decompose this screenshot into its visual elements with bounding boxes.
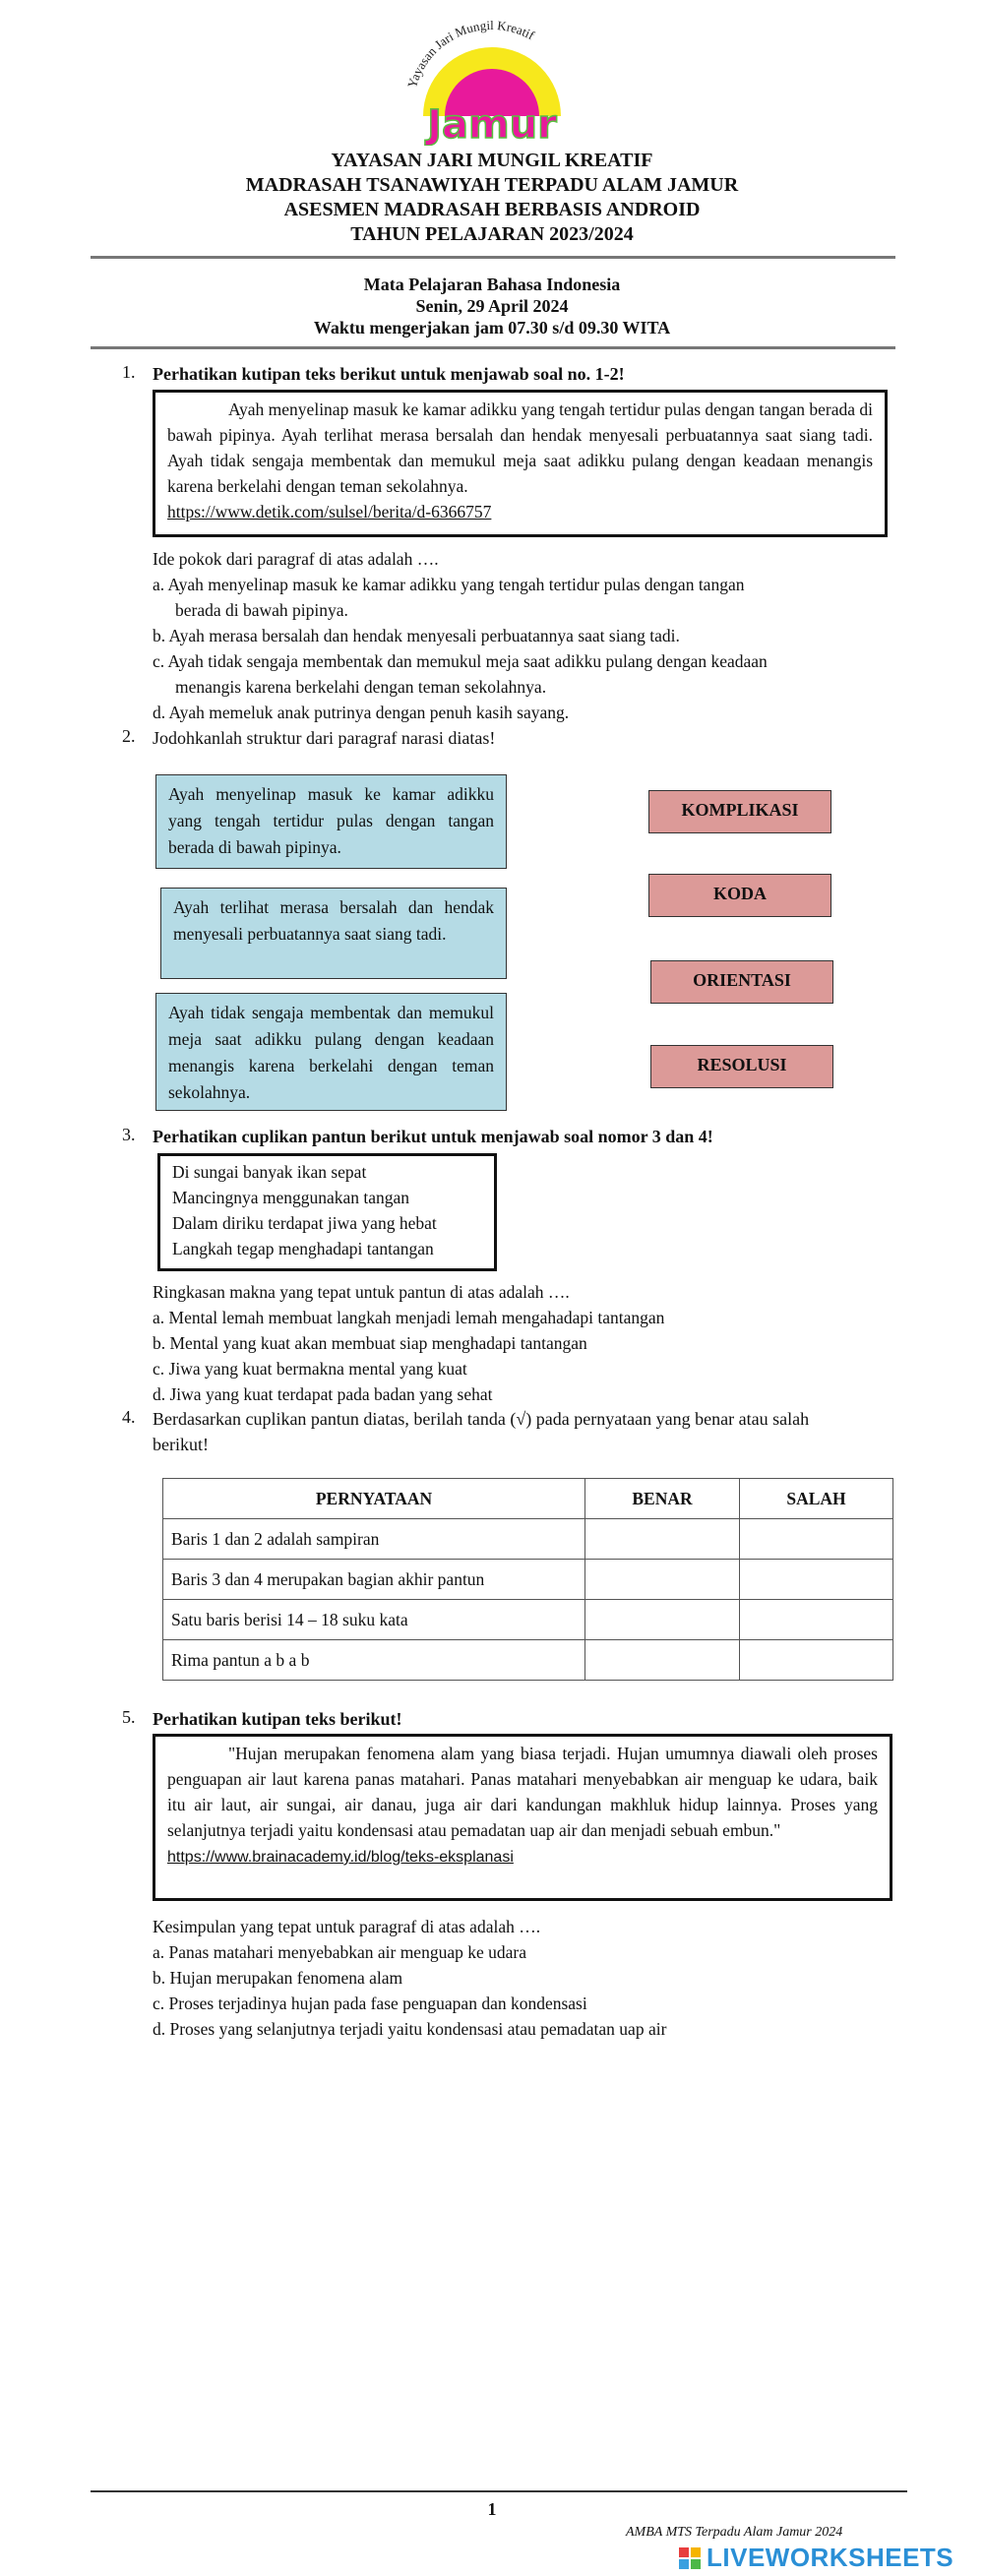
table-cell-benar[interactable] [585,1560,740,1600]
table-cell-benar[interactable] [585,1640,740,1681]
q1-option-b[interactable]: b. Ayah merasa bersalah dan hendak menyesali perbuatannya saat siang tadi. [153,626,680,645]
liveworksheets-icon [679,2547,701,2569]
q1-question: Ide pokok dari paragraf di atas adalah …. [153,549,439,569]
logo-word: Jamur [427,102,557,146]
q3-number: 3. [122,1125,136,1144]
table-cell-salah[interactable] [740,1519,893,1560]
q1-instruction: Perhatikan kutipan teks berikut untuk menjawab soal no. 1-2! [153,364,625,384]
table-cell-benar[interactable] [585,1519,740,1560]
table-row-statement: Satu baris berisi 14 – 18 suku kata [163,1600,585,1640]
table-cell-salah[interactable] [740,1560,893,1600]
table-header-benar: BENAR [585,1479,740,1519]
pantun-line-1: Di sungai banyak ikan sepat [172,1162,367,1182]
table-header-salah: SALAH [740,1479,893,1519]
q4-number: 4. [122,1407,136,1427]
q2-right-resolusi[interactable]: RESOLUSI [650,1045,833,1088]
table-cell-salah[interactable] [740,1600,893,1640]
q1-option-a-cont: berada di bawah pipinya. [175,600,348,620]
q3-option-c[interactable]: c. Jiwa yang kuat bermakna mental yang kuat [153,1359,467,1379]
table-header-row [163,1479,893,1519]
q5-option-d[interactable]: d. Proses yang selanjutnya terjadi yaitu kondensasi atau pemadatan uap air [153,2019,667,2039]
q1-number: 1. [122,362,136,382]
q1-passage: Ayah menyelinap masuk ke kamar adikku yang tengah tertidur pulas dengan tangan berada di bawah pipinya. Ayah terlihat merasa bersalah dan hendak menyesali perbuatannya saat siang tadi. Ayah tidak sengaja membentak dan memukul meja saat adikku pulang dengan keadaan menangis karena berkelahi dengan teman sekolahnya. [167,399,873,496]
q4-instruction-line-1: Berdasarkan cuplikan pantun diatas, berilah tanda (√) pada pernyataan yang benar atau salah [153,1409,810,1429]
table-row-statement: Baris 3 dan 4 merupakan bagian akhir pantun [163,1560,585,1600]
q2-left-item-2[interactable]: Ayah terlihat merasa bersalah dan hendak menyesali perbuatannya saat siang tadi. [160,888,507,979]
table-row [163,1640,893,1681]
exam-subject: Mata Pelajaran Bahasa Indonesia [363,275,621,294]
page-number: 1 [487,2499,497,2519]
q1-option-c-cont: menangis karena berkelahi dengan teman sekolahnya. [175,677,547,697]
q5-source-link[interactable]: https://www.brainacademy.id/blog/teks-eksplanasi [167,1849,514,1866]
pantun-line-2: Mancingnya menggunakan tangan [172,1188,410,1207]
school-logo [384,18,600,146]
q1-option-a[interactable]: a. Ayah menyelinap masuk ke kamar adikku yang tengah tertidur pulas dengan tangan [153,575,745,594]
q2-right-komplikasi[interactable]: KOMPLIKASI [648,790,831,833]
q1-option-c[interactable]: c. Ayah tidak sengaja membentak dan memukul meja saat adikku pulang dengan keadaan [153,651,768,671]
q3-option-b[interactable]: b. Mental yang kuat akan membuat siap menghadapi tantangan [153,1333,587,1353]
q2-left-item-3[interactable]: Ayah tidak sengaja membentak dan memukul meja saat adikku pulang dengan keadaan menangis karena berkelahi dengan teman sekolahnya. [155,993,507,1111]
q3-instruction: Perhatikan cuplikan pantun berikut untuk menjawab soal nomor 3 dan 4! [153,1127,713,1146]
q5-number: 5. [122,1707,136,1727]
exam-date: Senin, 29 April 2024 [415,296,569,316]
header-line-1: YAYASAN JARI MUNGIL KREATIF [331,150,653,171]
q2-instruction: Jodohkanlah struktur dari paragraf narasi diatas! [153,728,496,748]
q5-option-c[interactable]: c. Proses terjadinya hujan pada fase penguapan dan kondensasi [153,1993,587,2013]
header-line-3: ASESMEN MADRASAH BERBASIS ANDROID [283,199,701,220]
q5-passage: "Hujan merupakan fenomena alam yang biasa terjadi. Hujan umumnya diawali oleh proses penguapan air laut karena panas matahari. Panas matahari menyebabkan air menguap ke udara, baik itu air laut, air sungai, air danau, juga air dari kandungan makhluk hidup lainnya. Proses yang selanjutnya terjadi yaitu kondensasi atau pemadatan uap air dan menjadi sebuah embun." [167,1744,878,1840]
exam-time: Waktu mengerjakan jam 07.30 s/d 09.30 WITA [313,318,671,337]
q3-option-a[interactable]: a. Mental lemah membuat langkah menjadi lemah mengahadapi tantangan [153,1308,665,1327]
q2-left-item-1[interactable]: Ayah menyelinap masuk ke kamar adikku yang tengah tertidur pulas dengan tangan berada di bawah pipinya. [155,774,507,869]
q5-instruction: Perhatikan kutipan teks berikut! [153,1709,402,1729]
info-divider [91,346,895,349]
q3-pantun-box [157,1153,497,1271]
table-cell-salah[interactable] [740,1640,893,1681]
table-row [163,1519,893,1560]
q5-passage-box [153,1734,892,1901]
header-line-4: TAHUN PELAJARAN 2023/2024 [350,223,634,245]
table-row-statement: Rima pantun a b a b [163,1640,585,1681]
table-header-pernyataan: PERNYATAAN [163,1479,585,1519]
table-cell-benar[interactable] [585,1600,740,1640]
pantun-line-3: Dalam diriku terdapat jiwa yang hebat [172,1213,437,1233]
liveworksheets-text: LIVEWORKSHEETS [707,2543,954,2572]
q1-source-link[interactable]: https://www.detik.com/sulsel/berita/d-6366757 [167,502,492,521]
header-divider [91,256,895,259]
q3-option-d[interactable]: d. Jiwa yang kuat terdapat pada badan yang sehat [153,1384,493,1404]
footer-divider [91,2490,907,2492]
table-row [163,1560,893,1600]
q5-option-b[interactable]: b. Hujan merupakan fenomena alam [153,1968,403,1988]
table-row-statement: Baris 1 dan 2 adalah sampiran [163,1519,585,1560]
q2-right-koda[interactable]: KODA [648,874,831,917]
q2-right-orientasi[interactable]: ORIENTASI [650,960,833,1004]
q5-question: Kesimpulan yang tepat untuk paragraf di atas adalah …. [153,1917,541,1936]
q5-option-a[interactable]: a. Panas matahari menyebabkan air menguap ke udara [153,1942,526,1962]
q4-instruction-line-2: berikut! [153,1435,209,1454]
q2-number: 2. [122,726,136,746]
header-line-2: MADRASAH TSANAWIYAH TERPADU ALAM JAMUR [245,174,739,196]
q3-question: Ringkasan makna yang tepat untuk pantun di atas adalah …. [153,1282,570,1302]
pantun-line-4: Langkah tegap menghadapi tantangan [172,1239,434,1258]
q1-option-d[interactable]: d. Ayah memeluk anak putrinya dengan penuh kasih sayang. [153,703,570,722]
q1-passage-box [153,390,888,537]
q4-statement-table [162,1478,893,1681]
logo-arc-text: Yayasan Jari Mungil Kreatif [403,18,537,91]
table-row [163,1600,893,1640]
liveworksheets-brand[interactable] [679,2543,953,2573]
footer-note: AMBA MTS Terpadu Alam Jamur 2024 [626,2525,843,2540]
